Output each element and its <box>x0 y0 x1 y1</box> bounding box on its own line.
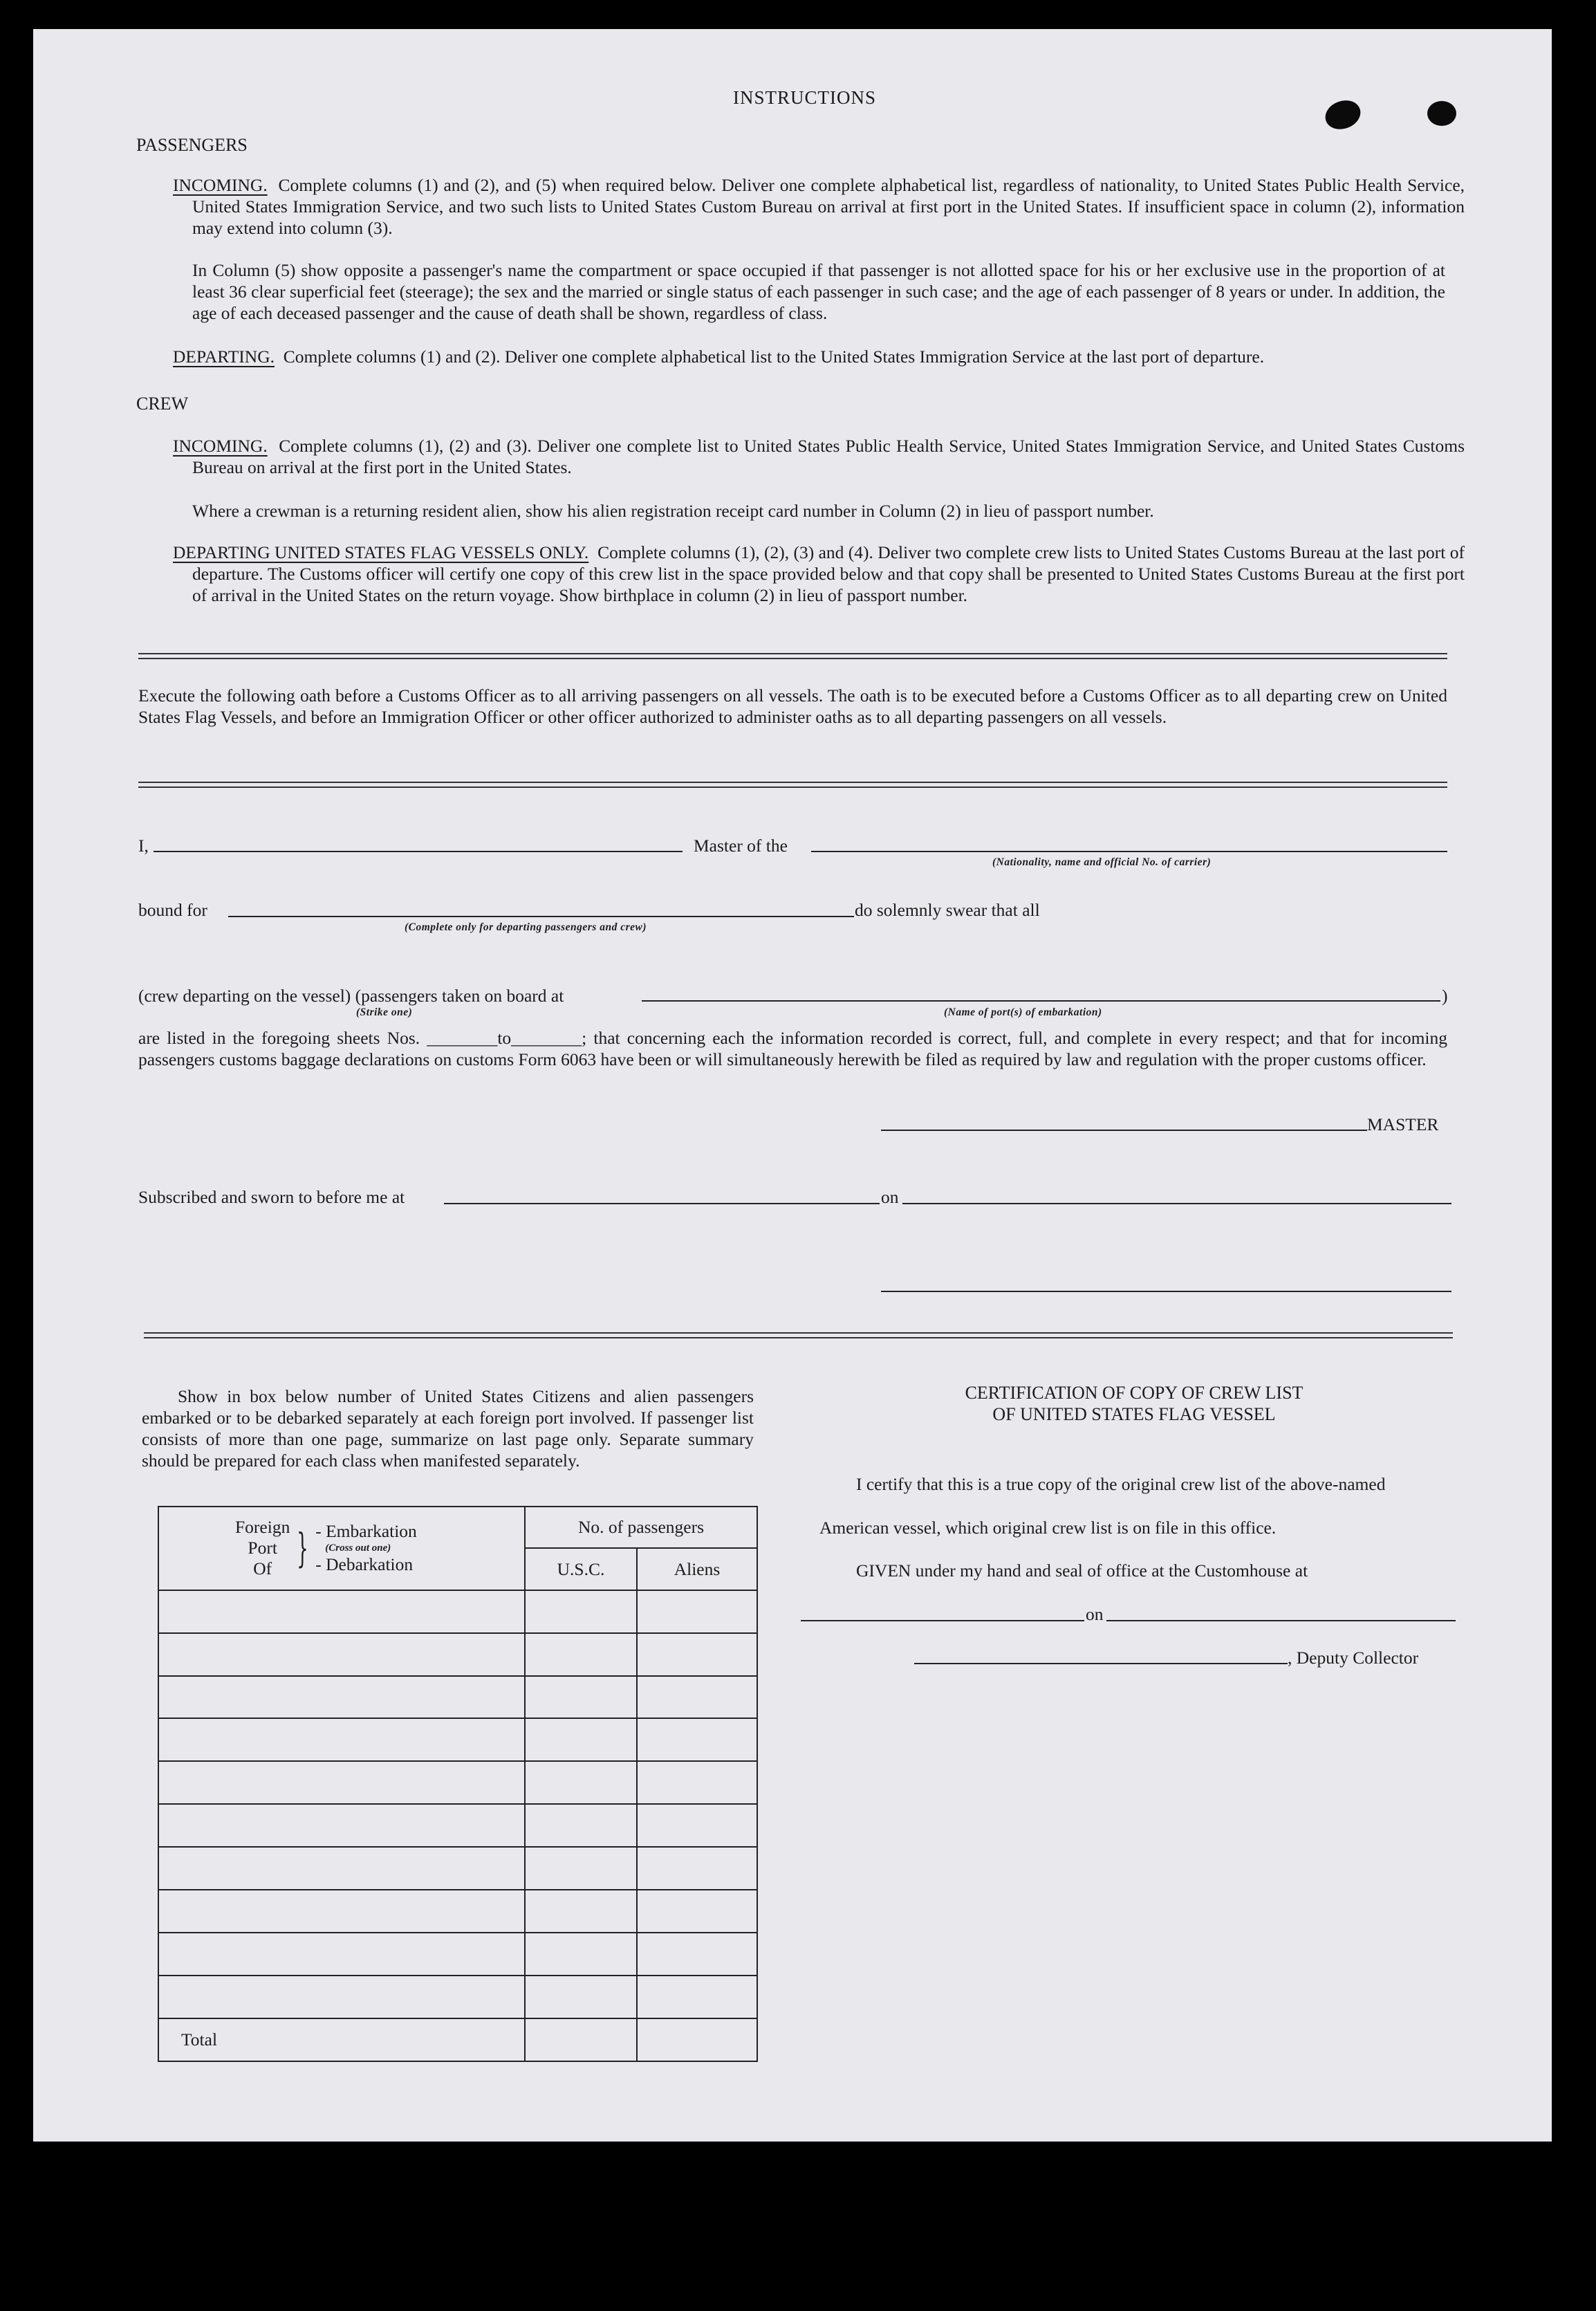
ink-blot <box>1427 101 1456 126</box>
crew-incoming-text: Complete columns (1), (2) and (3). Deliver one complete list to United States Public Health Service, United States Immigration Service, and United States Customs Bureau on arrival at the first port in the United States. <box>192 436 1465 477</box>
aliens-cell[interactable] <box>637 1676 757 1719</box>
passenger-summary-table <box>158 1506 758 2062</box>
port-cell[interactable] <box>158 1847 525 1890</box>
usc-header: U.S.C. <box>525 1548 637 1590</box>
page-title: INSTRUCTIONS <box>733 87 877 108</box>
listed-paragraph: are listed in the foregoing sheets Nos. ________to________; that concerning each the information recorded is correct, full, and complete in every respect; and that for incoming passengers customs baggage declarations on customs Form 6063 have been or will simultaneously herewith be filed as required by law and regulation with the proper customs officer. <box>138 1028 1447 1069</box>
debarkation-label: - Debarkation <box>315 1554 414 1575</box>
usc-cell[interactable] <box>525 1976 637 2018</box>
oath-intro: Execute the following oath before a Customs Officer as to all arriving passengers on all vessels. The oath is to be executed before a Customs Officer as to all departing crew on United States Flag Vessels, and before an Immigration Officer or other officer authorized to administer oaths as to all departing passengers on all vessels. <box>138 685 1447 727</box>
oath-i-label: I, <box>138 836 149 856</box>
certification-title-line1: CERTIFICATION OF COPY OF CREW LIST <box>965 1383 1303 1403</box>
port-label: Port <box>248 1538 277 1558</box>
crew-departing-label: DEPARTING UNITED STATES FLAG VESSELS ONLY. <box>173 542 589 562</box>
cross-out-caption: (Cross out one) <box>325 1543 391 1554</box>
crew-departing-paragraph <box>173 542 1465 606</box>
port-cell[interactable] <box>158 1633 525 1676</box>
usc-cell[interactable] <box>525 1890 637 1933</box>
officer-signature-field[interactable] <box>881 1291 1451 1292</box>
complete-only-caption: (Complete only for departing passengers and crew) <box>405 921 647 933</box>
usc-cell[interactable] <box>525 1718 637 1761</box>
passengers-incoming-text: Complete columns (1) and (2), and (5) when required below. Deliver one complete alphabetical list, regardless of nationality, to United States Public Health Service, United States Immigration Service, and two such lists to United States Custom Bureau on arrival at first port in the United States. If insufficient space in column (2), information may extend into column (3). <box>192 175 1465 238</box>
port-cell[interactable] <box>158 1976 525 2018</box>
bound-for-label: bound for <box>138 900 207 920</box>
embarkation-ports-field[interactable] <box>642 1000 1440 1002</box>
port-header-cell <box>158 1507 525 1590</box>
table-row <box>158 1633 757 1676</box>
table-row <box>158 1847 757 1890</box>
nationality-caption: (Nationality, name and official No. of carrier) <box>992 856 1212 868</box>
aliens-cell[interactable] <box>637 1718 757 1761</box>
of-label: Of <box>253 1558 272 1579</box>
aliens-cell[interactable] <box>637 1590 757 1633</box>
table-row <box>158 1890 757 1933</box>
cert-on-label: on <box>1086 1604 1104 1624</box>
section-divider <box>138 782 1447 788</box>
brace-glyph: } <box>297 1525 309 1572</box>
passengers-heading: PASSENGERS <box>136 135 248 155</box>
aliens-header: Aliens <box>637 1548 757 1590</box>
subscribed-label: Subscribed and sworn to before me at <box>138 1187 405 1207</box>
aliens-cell[interactable] <box>637 1933 757 1976</box>
table-row <box>158 1590 757 1633</box>
aliens-cell[interactable] <box>637 1761 757 1804</box>
strike-one-caption: (Strike one) <box>356 1006 413 1018</box>
no-passengers-header: No. of passengers <box>525 1507 757 1548</box>
crew-departing-text: Complete columns (1), (2), (3) and (4). Deliver two complete crew lists to United States Customs Bureau at the last port of departure. The Customs officer will certify one copy of this crew list in the space provided below and that copy shall be presented to United States Customs Bureau at the first port of arrival in the United States on the return voyage. Show birthplace in column (2) in lieu of passport number. <box>192 542 1465 605</box>
table-row <box>158 1676 757 1719</box>
usc-cell[interactable] <box>525 1761 637 1804</box>
close-paren: ) <box>1442 986 1448 1006</box>
usc-cell[interactable] <box>525 1590 637 1633</box>
section-divider <box>144 1332 1453 1338</box>
master-label: MASTER <box>1367 1114 1439 1134</box>
crew-heading: CREW <box>136 394 189 414</box>
section-divider <box>138 653 1447 659</box>
usc-cell[interactable] <box>525 1933 637 1976</box>
crew-incoming-label: INCOMING. <box>173 436 268 456</box>
deputy-signature-field[interactable] <box>914 1663 1288 1664</box>
passengers-departing-label: DEPARTING. <box>173 347 275 367</box>
given-text: GIVEN under my hand and seal of office at the Customhouse at <box>856 1560 1308 1581</box>
passengers-departing-text: Complete columns (1) and (2). Deliver one complete alphabetical list to the United States Immigration Service at the last port of departure. <box>283 347 1265 367</box>
table-row <box>158 1804 757 1847</box>
embarkation-label: - Embarkation <box>315 1521 417 1542</box>
total-label: Total <box>158 2018 525 2062</box>
american-vessel-text: American vessel, which original crew list is on file in this office. <box>819 1518 1277 1538</box>
certify-text: I certify that this is a true copy of the original crew list of the above-named <box>856 1474 1386 1494</box>
passengers-column5-paragraph: In Column (5) show opposite a passenger's name the compartment or space occupied if that passenger is not allotted space for his or her exclusive use in the proportion of at least 36 clear superficial feet (steerage); the sex and the married or single status of each passenger in such case; and the age of each passenger of 8 years or under. In addition, the age of each deceased passenger and the cause of death shall be shown, regardless of class. <box>192 260 1445 323</box>
aliens-cell[interactable] <box>637 1804 757 1847</box>
port-cell[interactable] <box>158 1933 525 1976</box>
summary-instructions: Show in box below number of United States Citizens and alien passengers embarked or to be debarked separately at each foreign port involved. If passenger list consists of more than one page, summarize on last page only. Separate summary should be prepared for each class when manifested separately. <box>142 1386 754 1471</box>
customhouse-field[interactable] <box>801 1620 1084 1621</box>
port-cell[interactable] <box>158 1718 525 1761</box>
port-cell[interactable] <box>158 1804 525 1847</box>
passengers-incoming-paragraph <box>173 174 1465 239</box>
master-name-field[interactable] <box>154 851 683 852</box>
table-row <box>158 1976 757 2018</box>
aliens-cell[interactable] <box>637 1847 757 1890</box>
ports-caption: (Name of port(s) of embarkation) <box>944 1006 1102 1018</box>
total-usc-cell[interactable] <box>525 2018 637 2062</box>
crew-incoming-paragraph <box>173 435 1465 478</box>
swear-label: do solemnly swear that all <box>855 900 1040 920</box>
usc-cell[interactable] <box>525 1676 637 1719</box>
port-cell[interactable] <box>158 1761 525 1804</box>
foreign-label: Foreign <box>235 1517 290 1538</box>
usc-cell[interactable] <box>525 1804 637 1847</box>
master-signature-field[interactable] <box>881 1130 1367 1131</box>
certification-title-line2: OF UNITED STATES FLAG VESSEL <box>992 1404 1276 1424</box>
aliens-cell[interactable] <box>637 1976 757 2018</box>
port-cell[interactable] <box>158 1676 525 1719</box>
crew-departing-label: (crew departing on the vessel) (passengers taken on board at <box>138 986 564 1006</box>
sworn-date-field[interactable] <box>902 1203 1451 1204</box>
sworn-place-field[interactable] <box>444 1203 880 1204</box>
certification-title <box>816 1382 1452 1425</box>
passengers-incoming-label: INCOMING. <box>173 175 268 195</box>
usc-cell[interactable] <box>525 1633 637 1676</box>
bound-for-field[interactable] <box>228 916 854 917</box>
oath-master-of-label: Master of the <box>694 836 788 856</box>
cert-date-field[interactable] <box>1106 1620 1456 1621</box>
on-label: on <box>881 1187 899 1207</box>
passengers-departing-paragraph <box>173 346 1445 367</box>
port-cell[interactable] <box>158 1890 525 1933</box>
table-row <box>158 1761 757 1804</box>
port-cell[interactable] <box>158 1590 525 1633</box>
usc-cell[interactable] <box>525 1847 637 1890</box>
table-row <box>158 1933 757 1976</box>
table-row <box>158 1718 757 1761</box>
total-aliens-cell[interactable] <box>637 2018 757 2062</box>
deputy-collector-label: , Deputy Collector <box>1288 1648 1419 1668</box>
aliens-cell[interactable] <box>637 1890 757 1933</box>
crew-resident-paragraph: Where a crewman is a returning resident alien, show his alien registration receipt card number in Column (2) in lieu of passport number. <box>192 501 1154 521</box>
aliens-cell[interactable] <box>637 1633 757 1676</box>
carrier-field[interactable] <box>811 851 1447 852</box>
